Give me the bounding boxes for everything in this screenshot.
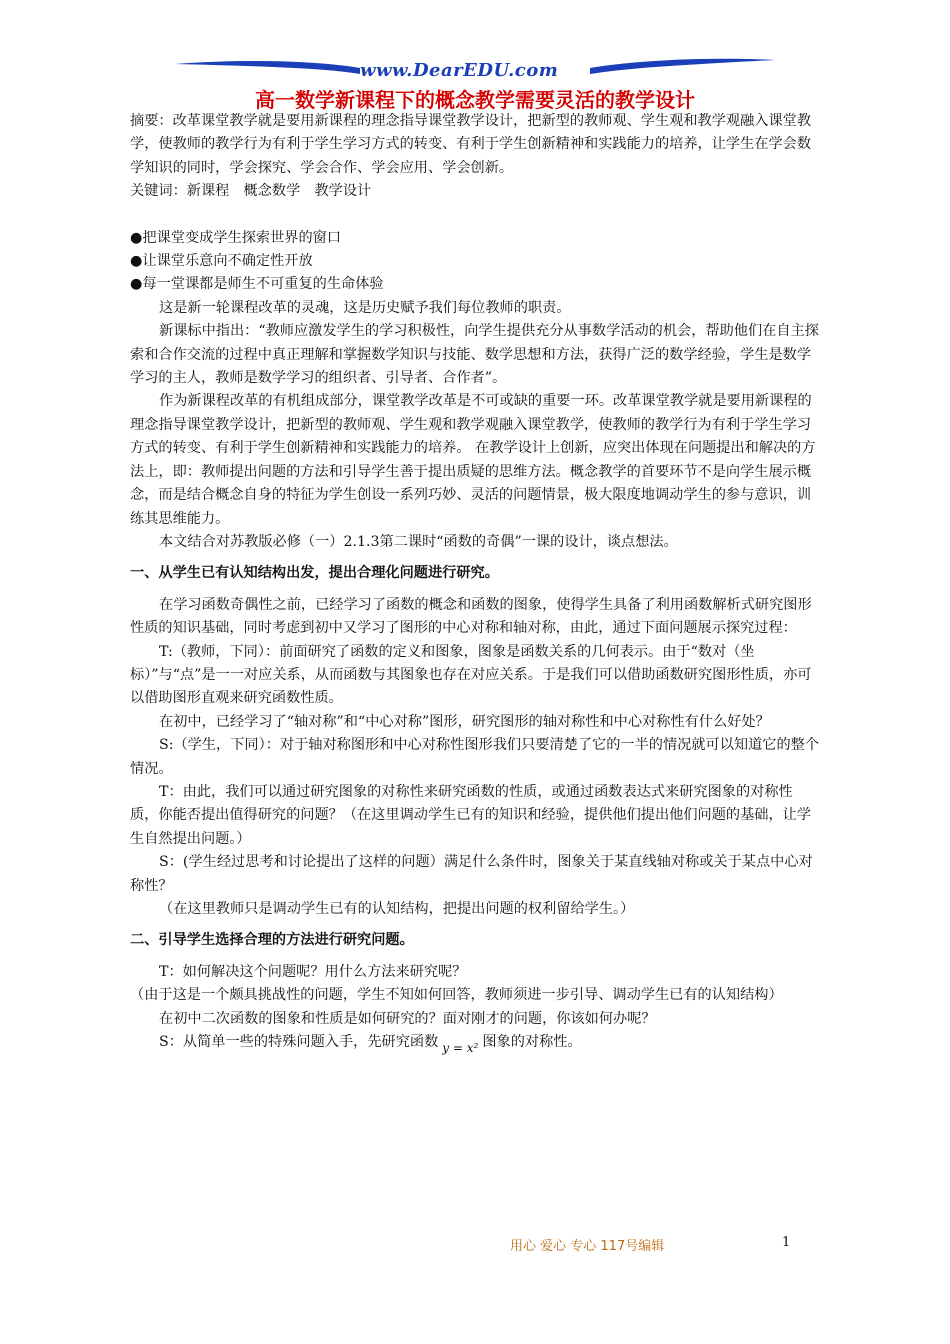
paragraph: T：由此，我们可以通过研究图象的对称性来研究函数的性质，或通过函数表达式来研究图象的对称性质，你能否提出值得研究的问题？（在这里调动学生已有的知识和经验，提供他们提出他们问题的基础，让学生自然提出问题。）	[130, 783, 812, 847]
paragraph: S:（学生，下同）：对于轴对称图形和中心对称性图形我们只要清楚了它的一半的情况就可以知道它的整个情况。	[130, 737, 820, 777]
paragraph: （在这里教师只是调动学生已有的认知结构，把提出问题的权利留给学生。）	[159, 901, 635, 917]
bullet-item: ●每一堂课都是师生不可重复的生命体验	[130, 276, 384, 293]
paragraph: 本文结合对苏教版必修（一）2.1.3第二课时“函数的奇偶”一课的设计，谈点想法。	[159, 533, 678, 550]
abstract-text: 改革课堂教学就是要用新课程的理念指导课堂教学设计，把新型的教师观、学生观和教学观融入课堂教学，使教师的教学行为有利于学生学习方式的转变、有利于学生创新精神和实践能力的培养，让学生在学会数学知识的同时，学会探究、学会合作、学会应用、学会创新。	[130, 113, 812, 176]
section-heading: 一、从学生已有认知结构出发，提出合理化问题进行研究。	[130, 565, 499, 582]
document-title: 高一数学新课程下的概念教学需要灵活的教学设计	[255, 88, 695, 112]
footer-motto: 用心 爱心 专心 117号编辑	[510, 1239, 665, 1254]
paragraph: 在学习函数奇偶性之前，已经学习了函数的概念和函数的图象，使得学生具备了利用函数解析式研究图形性质的知识基础，同时考虑到初中又学习了图形的中心对称和轴对称，由此，通过下面问题展示探究过程：	[130, 596, 812, 637]
paragraph: T:（教师，下同）：前面研究了函数的定义和图象，图象是函数关系的几何表示。由于“数对（坐标）”与“点”是一一对应关系，从而函数与其图象也存在对应关系。于是我们可以借助函数研究图形性质，亦可以借助图形直观来研究函数性质。	[130, 643, 812, 707]
bullet-item: ●把课堂变成学生探索世界的窗口	[130, 229, 342, 246]
paragraph	[130, 1031, 820, 1054]
math-formula: y = x²	[442, 1041, 479, 1056]
paragraph: T：如何解决这个问题呢？用什么方法来研究呢？	[159, 963, 467, 980]
abstract-label: 摘要：	[130, 113, 173, 129]
paragraph: 新课标中指出：“教师应激发学生的学习积极性，向学生提供充分从事数学活动的机会，帮助他们在自主探索和合作交流的过程中真正理解和掌握数学知识与技能、数学思想和方法，获得广泛的数学经验，学生是数学学习的主人，教师是数学学习的组织者、引导者、合作者”。	[130, 323, 819, 387]
paragraph: 作为新课程改革的有机组成部分，课堂教学改革是不可或缺的重要一环。改革课堂教学就是要用新课程的理念指导课堂教学设计，把新型的教师观、学生观和教学观融入课堂教学，使教师的教学行为有利于学生学习方式的转变、有利于学生创新精神和实践能力的培养。 在教学设计上创新，应突出体现在问题提出和解决的方法上，即：教师提出问题的方法和引导学生善于提出质疑的思维方法。概念教学的首要环节不是向学生展示概念，而是结合概念自身的特征为学生创设一系列巧妙、灵活的问题情景，极大限度地调动学生的参与意识，训练其思维能力。	[130, 393, 816, 527]
site-url: www.DearEDU.com	[360, 60, 559, 81]
section-heading: 二、引导学生选择合理的方法进行研究问题。	[130, 932, 414, 949]
paragraph: 在初中二次函数的图象和性质是如何研究的？面对刚才的问题，你该如何办呢？	[159, 1010, 656, 1027]
bullet-item: ●让课堂乐意向不确定性开放	[130, 253, 313, 270]
keywords: 关键词：新课程 概念数学 教学设计	[130, 183, 372, 200]
page-header	[0, 0, 950, 110]
paragraph: S：(学生经过思考和讨论提出了这样的问题）满足什么条件时，图象关于某直线轴对称或关于某点中心对称性？	[130, 854, 813, 894]
document-body	[130, 110, 820, 1054]
text-run: S：从简单一些的特殊问题入手，先研究函数	[159, 1034, 439, 1051]
abstract	[130, 110, 820, 180]
paragraph: 在初中，已经学习了“轴对称”和“中心对称”图形，研究图形的轴对称性和中心对称性有什么好处？	[159, 713, 770, 730]
text-run: 图象的对称性。	[482, 1034, 582, 1051]
page-number: 1	[782, 1235, 791, 1250]
paragraph: （由于这是一个颇具挑战性的问题，学生不知如何回答，教师须进一步引导、调动学生已有的认知结构）	[130, 987, 783, 1004]
paragraph: 这是新一轮课程改革的灵魂，这是历史赋予我们每位教师的职责。	[159, 299, 571, 316]
